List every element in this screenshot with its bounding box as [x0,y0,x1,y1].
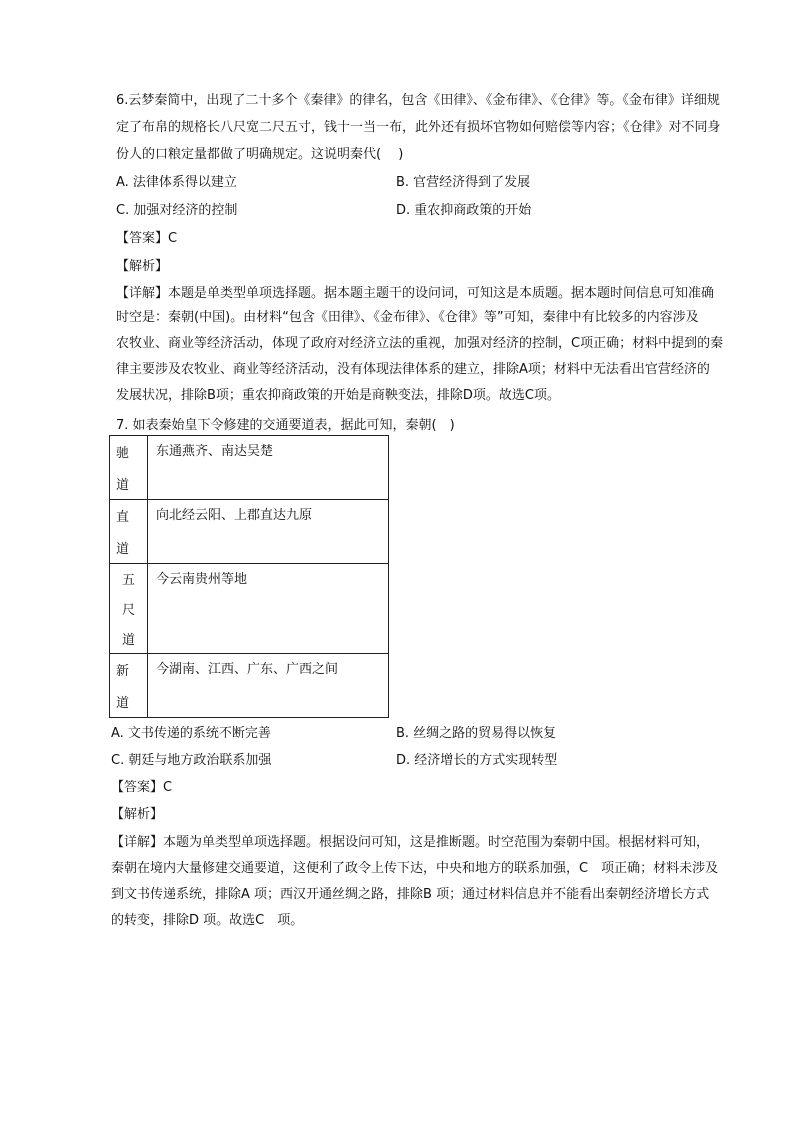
road-name-char: 驰 [116,446,130,462]
road-name-char: 道 [116,695,130,711]
q6-detail-line-2: 时空是：秦朝(中国)。由材料“包含《田律》、《金布律》、《仓律》等”可知，秦律中有比较多的内容涉及 [116,310,699,325]
road-name-char: 新 [116,664,130,680]
road-desc-cell: 今云南贵州等地 [148,564,389,654]
road-name-char: 道 [116,541,130,557]
road-desc-cell: 今湖南、江西、广东、广西之间 [148,654,389,718]
q6-option-c: C. 加强对经济的控制 [116,203,238,218]
q7-detail-line-2: 秦朝在境内大量修建交通要道，这便利了政令上传下达，中央和地方的联系加强，C 项正确；材料未涉及 [111,861,719,876]
road-table [109,435,389,718]
q6-option-a: A. 法律体系得以建立 [116,175,237,190]
table-row [110,500,389,564]
q7-option-c: C. 朝廷与地方政治联系加强 [111,753,272,768]
q6-stem-line-2: 定了布帛的规格长八尺宽二尺五寸，钱十一当一布，此外还有损坏官物如何赔偿等内容；《仓律》对不同身 [116,120,721,135]
q7-answer: 【答案】C [111,780,173,795]
q6-stem-line-1: 6.云梦秦简中，出现了二十多个《秦律》的律名，包含《田律》、《金布律》、《仓律》等。《金布律》详细规 [116,93,720,108]
q7-option-b: B. 丝绸之路的贸易得以恢复 [396,726,557,741]
q7-detail-line-3: 到文书传递系统，排除A 项；西汉开通丝绸之路，排除B 项；通过材料信息并不能看出秦朝经济增长方式 [111,887,710,902]
q7-option-d: D. 经济增长的方式实现转型 [396,753,558,768]
road-name-char: 道 [121,632,135,648]
road-name-cell [110,654,148,718]
q7-stem: 7. 如表秦始皇下令修建的交通要道表，据此可知，秦朝( ) [116,418,455,433]
road-name-cell [110,436,148,500]
q7-analysis-label: 【解析】 [111,807,164,822]
q6-detail-line-4: 律主要涉及农牧业、商业等经济活动，没有体现法律体系的建立，排除A项；材料中无法看出官营经济的 [116,362,710,377]
q6-option-d: D. 重农抑商政策的开始 [396,203,532,218]
q6-detail-line-1: 【详解】本题是单类型单项选择题。据本题主题干的设问词，可知这是本质题。据本题时间信息可知准确 [116,286,715,301]
q6-stem-line-3: 份人的口粮定量都做了明确规定。这说明秦代( ) [116,147,404,162]
q7-detail-line-4: 的转变，排除D 项。故选C 项。 [111,913,304,928]
road-desc-cell: 向北经云阳、上郡直达九原 [148,500,389,564]
road-name-char: 尺 [121,602,135,618]
road-desc-cell: 东通燕齐、南达吴楚 [148,436,389,500]
table-row [110,564,389,654]
road-name-char: 道 [116,477,130,493]
q7-option-a: A. 文书传递的系统不断完善 [111,726,271,741]
q6-analysis-label: 【解析】 [116,259,169,274]
q6-detail-line-5: 发展状况，排除B项；重农抑商政策的开始是商鞅变法，排除D项。故选C项。 [116,388,561,403]
q6-option-b: B. 官营经济得到了发展 [396,175,531,190]
road-name-cell [110,564,148,654]
table-row [110,436,389,500]
q7-detail-line-1: 【详解】本题为单类型单项选择题。根据设问可知，这是推断题。时空范围为秦朝中国。根据材料可知， [111,835,710,850]
road-name-cell [110,500,148,564]
road-name-char: 直 [116,510,130,526]
q6-answer: 【答案】C [116,231,178,246]
q6-detail-line-3: 农牧业、商业等经济活动，体现了政府对经济立法的重视，加强对经济的控制，C项正确；材料中提到的秦 [116,336,724,351]
road-name-char: 五 [121,573,135,589]
table-row [110,654,389,718]
